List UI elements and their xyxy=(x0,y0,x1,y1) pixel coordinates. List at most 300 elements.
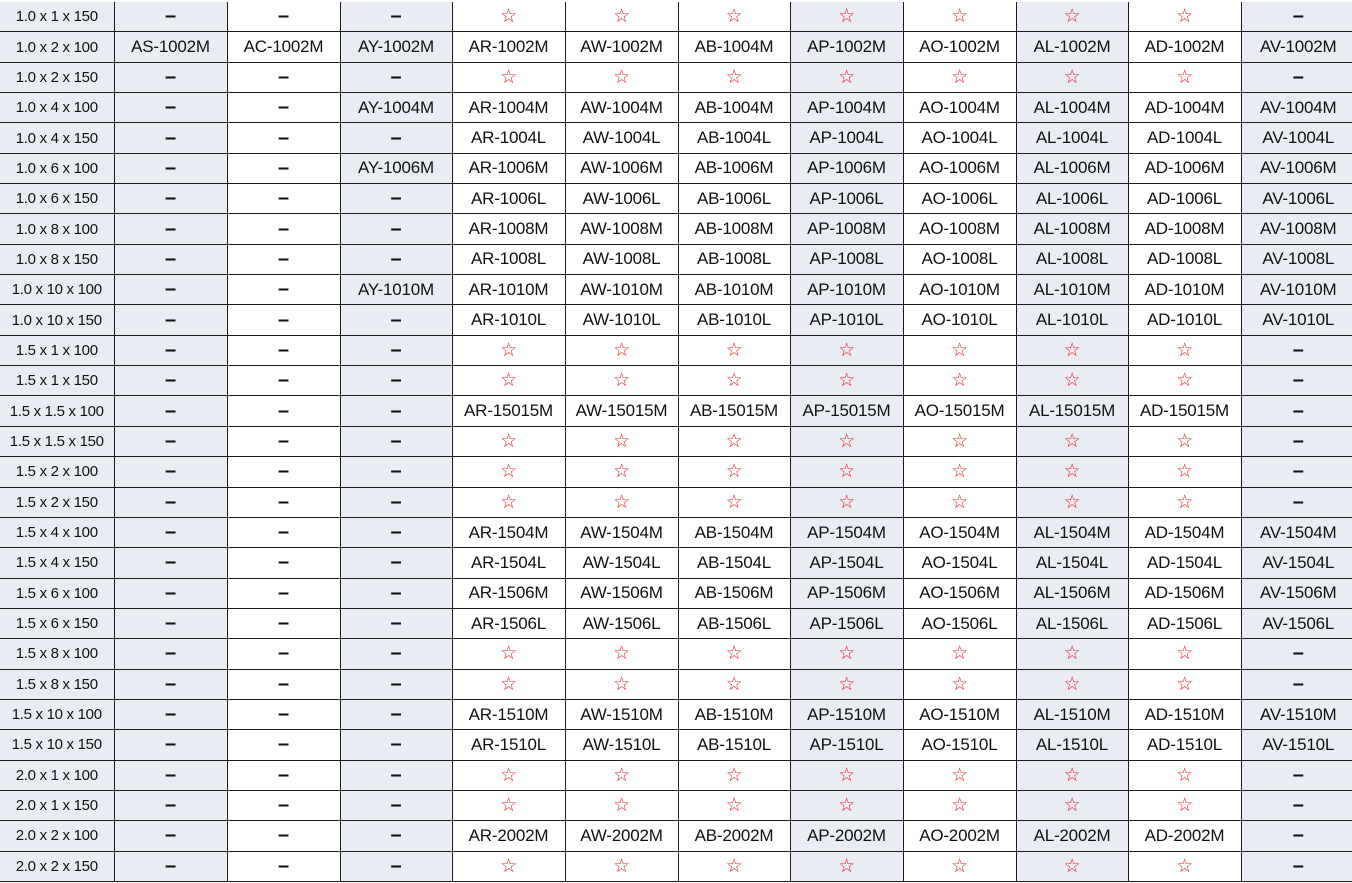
dash-cell: – xyxy=(114,396,227,426)
code-cell: AB-1504L xyxy=(678,548,790,578)
dash-cell: – xyxy=(227,366,340,396)
code-cell: AB-1504M xyxy=(678,517,790,547)
size-cell: 1.5 x 10 x 100 xyxy=(0,699,114,729)
dash-cell: – xyxy=(227,2,340,32)
table-row xyxy=(0,426,1352,456)
code-cell: AB-1506M xyxy=(678,578,790,608)
code-cell: AD-1510M xyxy=(1128,699,1241,729)
dash-cell: – xyxy=(114,457,227,487)
star-icon: ☆ xyxy=(678,669,790,699)
star-icon: ☆ xyxy=(1016,62,1128,92)
dash-cell: – xyxy=(1241,335,1352,365)
dash-cell: – xyxy=(227,335,340,365)
code-cell: AV-1008M xyxy=(1241,214,1352,244)
dash-cell: – xyxy=(114,669,227,699)
dash-cell: – xyxy=(340,487,452,517)
code-cell: AR-1010L xyxy=(452,305,565,335)
code-cell: AL-2002M xyxy=(1016,821,1128,851)
dash-cell: – xyxy=(114,487,227,517)
size-cell: 1.0 x 6 x 100 xyxy=(0,153,114,183)
star-icon: ☆ xyxy=(565,366,678,396)
dash-cell: – xyxy=(114,93,227,123)
code-cell: AO-1010M xyxy=(903,275,1016,305)
code-cell: AR-1506L xyxy=(452,608,565,638)
code-cell: AW-1510M xyxy=(565,699,678,729)
code-cell: AO-1004L xyxy=(903,123,1016,153)
star-icon: ☆ xyxy=(1016,760,1128,790)
dash-cell: – xyxy=(227,214,340,244)
dash-cell: – xyxy=(340,62,452,92)
dash-cell: – xyxy=(227,517,340,547)
table-row xyxy=(0,335,1352,365)
star-icon: ☆ xyxy=(790,457,903,487)
code-cell: AP-1506M xyxy=(790,578,903,608)
code-cell: AL-1504M xyxy=(1016,517,1128,547)
star-icon: ☆ xyxy=(1128,366,1241,396)
size-cell: 1.0 x 4 x 100 xyxy=(0,93,114,123)
table-row xyxy=(0,821,1352,851)
star-icon: ☆ xyxy=(565,760,678,790)
code-cell: AO-1008L xyxy=(903,244,1016,274)
dash-cell: – xyxy=(340,123,452,153)
dash-cell: – xyxy=(227,123,340,153)
table-row xyxy=(0,487,1352,517)
size-cell: 1.5 x 1 x 150 xyxy=(0,366,114,396)
star-icon: ☆ xyxy=(452,790,565,820)
code-cell: AL-1510M xyxy=(1016,699,1128,729)
star-icon: ☆ xyxy=(1128,426,1241,456)
code-cell: AO-1504L xyxy=(903,548,1016,578)
dash-cell: – xyxy=(114,699,227,729)
dash-cell: – xyxy=(340,366,452,396)
dash-cell: – xyxy=(227,578,340,608)
star-icon: ☆ xyxy=(678,851,790,881)
code-cell: AO-1510M xyxy=(903,699,1016,729)
dash-cell: – xyxy=(340,548,452,578)
code-cell: AB-1004M xyxy=(678,93,790,123)
dash-cell: – xyxy=(1241,396,1352,426)
code-cell: AR-2002M xyxy=(452,821,565,851)
code-cell: AL-1008L xyxy=(1016,244,1128,274)
code-cell: AW-1504L xyxy=(565,548,678,578)
code-cell: AL-1006L xyxy=(1016,184,1128,214)
dash-cell: – xyxy=(114,851,227,881)
star-icon: ☆ xyxy=(1128,639,1241,669)
size-cell: 2.0 x 1 x 150 xyxy=(0,790,114,820)
dash-cell: – xyxy=(340,851,452,881)
code-cell: AR-1004L xyxy=(452,123,565,153)
dash-cell: – xyxy=(340,669,452,699)
star-icon: ☆ xyxy=(678,790,790,820)
star-icon: ☆ xyxy=(1016,669,1128,699)
star-icon: ☆ xyxy=(452,2,565,32)
code-cell: AW-1510L xyxy=(565,730,678,760)
size-cell: 1.0 x 8 x 150 xyxy=(0,244,114,274)
code-cell: AO-1008M xyxy=(903,214,1016,244)
dash-cell: – xyxy=(1241,639,1352,669)
code-cell: AD-1004L xyxy=(1128,123,1241,153)
star-icon: ☆ xyxy=(678,487,790,517)
code-cell: AL-1004L xyxy=(1016,123,1128,153)
code-cell: AL-1002M xyxy=(1016,32,1128,62)
table-row xyxy=(0,93,1352,123)
dash-cell: – xyxy=(227,608,340,638)
code-cell: AL-1006M xyxy=(1016,153,1128,183)
code-cell: AL-15015M xyxy=(1016,396,1128,426)
star-icon: ☆ xyxy=(1016,851,1128,881)
star-icon: ☆ xyxy=(903,639,1016,669)
dash-cell: – xyxy=(340,821,452,851)
dash-cell: – xyxy=(227,305,340,335)
dash-cell: – xyxy=(227,730,340,760)
code-cell: AY-1002M xyxy=(340,32,452,62)
code-cell: AW-1008M xyxy=(565,214,678,244)
star-icon: ☆ xyxy=(1128,62,1241,92)
code-cell: AR-1510M xyxy=(452,699,565,729)
star-icon: ☆ xyxy=(903,669,1016,699)
table-row xyxy=(0,639,1352,669)
table-row xyxy=(0,32,1352,62)
code-cell: AV-1504M xyxy=(1241,517,1352,547)
code-cell: AO-1010L xyxy=(903,305,1016,335)
table-row xyxy=(0,578,1352,608)
table-row xyxy=(0,760,1352,790)
code-cell: AD-1504M xyxy=(1128,517,1241,547)
size-cell: 1.0 x 6 x 150 xyxy=(0,184,114,214)
dash-cell: – xyxy=(227,487,340,517)
star-icon: ☆ xyxy=(452,669,565,699)
code-cell: AW-1002M xyxy=(565,32,678,62)
dash-cell: – xyxy=(340,699,452,729)
product-code-table xyxy=(0,2,1352,882)
table-row xyxy=(0,244,1352,274)
star-icon: ☆ xyxy=(903,487,1016,517)
star-icon: ☆ xyxy=(565,639,678,669)
star-icon: ☆ xyxy=(452,487,565,517)
code-cell: AO-1002M xyxy=(903,32,1016,62)
size-cell: 1.5 x 2 x 150 xyxy=(0,487,114,517)
size-cell: 2.0 x 2 x 150 xyxy=(0,851,114,881)
code-cell: AD-1506M xyxy=(1128,578,1241,608)
star-icon: ☆ xyxy=(1128,760,1241,790)
star-icon: ☆ xyxy=(1128,2,1241,32)
dash-cell: – xyxy=(114,305,227,335)
dash-cell: – xyxy=(114,2,227,32)
dash-cell: – xyxy=(340,517,452,547)
code-cell: AB-1004M xyxy=(678,32,790,62)
size-cell: 1.5 x 8 x 100 xyxy=(0,639,114,669)
code-cell: AO-1506L xyxy=(903,608,1016,638)
code-cell: AV-1006M xyxy=(1241,153,1352,183)
star-icon: ☆ xyxy=(1128,457,1241,487)
table-row xyxy=(0,214,1352,244)
star-icon: ☆ xyxy=(790,669,903,699)
star-icon: ☆ xyxy=(903,760,1016,790)
table-row xyxy=(0,184,1352,214)
dash-cell: – xyxy=(227,851,340,881)
star-icon: ☆ xyxy=(565,335,678,365)
dash-cell: – xyxy=(114,760,227,790)
code-cell: AD-1010L xyxy=(1128,305,1241,335)
dash-cell: – xyxy=(227,396,340,426)
code-cell: AL-1506M xyxy=(1016,578,1128,608)
star-icon: ☆ xyxy=(565,851,678,881)
star-icon: ☆ xyxy=(678,426,790,456)
size-cell: 2.0 x 2 x 100 xyxy=(0,821,114,851)
code-cell: AW-1008L xyxy=(565,244,678,274)
star-icon: ☆ xyxy=(790,335,903,365)
dash-cell: – xyxy=(340,730,452,760)
dash-cell: – xyxy=(227,244,340,274)
star-icon: ☆ xyxy=(452,62,565,92)
size-cell: 1.0 x 10 x 100 xyxy=(0,275,114,305)
code-cell: AV-1010L xyxy=(1241,305,1352,335)
dash-cell: – xyxy=(340,305,452,335)
star-icon: ☆ xyxy=(903,62,1016,92)
dash-cell: – xyxy=(1241,62,1352,92)
code-cell: AR-1002M xyxy=(452,32,565,62)
code-cell: AP-1008L xyxy=(790,244,903,274)
dash-cell: – xyxy=(227,821,340,851)
code-cell: AB-15015M xyxy=(678,396,790,426)
table-row xyxy=(0,396,1352,426)
table-row xyxy=(0,548,1352,578)
code-cell: AR-1506M xyxy=(452,578,565,608)
dash-cell: – xyxy=(114,790,227,820)
code-cell: AO-1004M xyxy=(903,93,1016,123)
star-icon: ☆ xyxy=(1016,790,1128,820)
star-icon: ☆ xyxy=(903,790,1016,820)
star-icon: ☆ xyxy=(903,335,1016,365)
code-cell: AP-1510L xyxy=(790,730,903,760)
dash-cell: – xyxy=(114,517,227,547)
star-icon: ☆ xyxy=(452,335,565,365)
code-cell: AD-1506L xyxy=(1128,608,1241,638)
dash-cell: – xyxy=(340,608,452,638)
code-cell: AP-15015M xyxy=(790,396,903,426)
table-row xyxy=(0,457,1352,487)
code-cell: AP-1510M xyxy=(790,699,903,729)
dash-cell: – xyxy=(1241,487,1352,517)
code-cell: AP-1008M xyxy=(790,214,903,244)
star-icon: ☆ xyxy=(1016,335,1128,365)
code-cell: AB-1004L xyxy=(678,123,790,153)
table-row xyxy=(0,790,1352,820)
dash-cell: – xyxy=(114,730,227,760)
dash-cell: – xyxy=(114,153,227,183)
code-cell: AW-1504M xyxy=(565,517,678,547)
dash-cell: – xyxy=(340,457,452,487)
dash-cell: – xyxy=(227,275,340,305)
code-cell: AY-1004M xyxy=(340,93,452,123)
star-icon: ☆ xyxy=(678,457,790,487)
dash-cell: – xyxy=(114,578,227,608)
code-cell: AR-1004M xyxy=(452,93,565,123)
dash-cell: – xyxy=(114,608,227,638)
code-cell: AP-1506L xyxy=(790,608,903,638)
code-cell: AO-15015M xyxy=(903,396,1016,426)
code-cell: AR-1006M xyxy=(452,153,565,183)
code-cell: AD-1004M xyxy=(1128,93,1241,123)
dash-cell: – xyxy=(340,214,452,244)
dash-cell: – xyxy=(227,639,340,669)
code-cell: AP-2002M xyxy=(790,821,903,851)
size-cell: 1.5 x 2 x 100 xyxy=(0,457,114,487)
code-cell: AL-1506L xyxy=(1016,608,1128,638)
dash-cell: – xyxy=(227,548,340,578)
dash-cell: – xyxy=(227,62,340,92)
table-row xyxy=(0,153,1352,183)
code-cell: AW-1004M xyxy=(565,93,678,123)
dash-cell: – xyxy=(1241,457,1352,487)
code-cell: AO-1510L xyxy=(903,730,1016,760)
star-icon: ☆ xyxy=(1016,487,1128,517)
size-cell: 1.0 x 1 x 150 xyxy=(0,2,114,32)
star-icon: ☆ xyxy=(1016,639,1128,669)
table-row xyxy=(0,699,1352,729)
dash-cell: – xyxy=(227,790,340,820)
star-icon: ☆ xyxy=(452,426,565,456)
dash-cell: – xyxy=(227,669,340,699)
dash-cell: – xyxy=(1241,821,1352,851)
table-row xyxy=(0,517,1352,547)
star-icon: ☆ xyxy=(790,760,903,790)
code-cell: AD-1002M xyxy=(1128,32,1241,62)
code-cell: AW-1506L xyxy=(565,608,678,638)
code-cell: AD-15015M xyxy=(1128,396,1241,426)
size-cell: 1.5 x 4 x 150 xyxy=(0,548,114,578)
star-icon: ☆ xyxy=(452,760,565,790)
star-icon: ☆ xyxy=(565,669,678,699)
code-cell: AB-1506L xyxy=(678,608,790,638)
star-icon: ☆ xyxy=(1128,335,1241,365)
star-icon: ☆ xyxy=(452,639,565,669)
code-cell: AR-1008L xyxy=(452,244,565,274)
code-cell: AR-15015M xyxy=(452,396,565,426)
dash-cell: – xyxy=(114,244,227,274)
star-icon: ☆ xyxy=(790,790,903,820)
dash-cell: – xyxy=(227,184,340,214)
dash-cell: – xyxy=(1241,669,1352,699)
code-cell: AV-1002M xyxy=(1241,32,1352,62)
dash-cell: – xyxy=(340,790,452,820)
star-icon: ☆ xyxy=(678,2,790,32)
size-cell: 1.5 x 1.5 x 150 xyxy=(0,426,114,456)
code-cell: AB-1006M xyxy=(678,153,790,183)
dash-cell: – xyxy=(114,821,227,851)
code-cell: AW-1506M xyxy=(565,578,678,608)
dash-cell: – xyxy=(227,699,340,729)
table-body xyxy=(0,2,1352,881)
code-cell: AV-1504L xyxy=(1241,548,1352,578)
dash-cell: – xyxy=(340,244,452,274)
code-cell: AW-1006L xyxy=(565,184,678,214)
code-cell: AB-2002M xyxy=(678,821,790,851)
code-cell: AB-1006L xyxy=(678,184,790,214)
dash-cell: – xyxy=(340,426,452,456)
dash-cell: – xyxy=(114,639,227,669)
code-cell: AV-1004M xyxy=(1241,93,1352,123)
code-cell: AR-1504M xyxy=(452,517,565,547)
code-cell: AB-1510M xyxy=(678,699,790,729)
dash-cell: – xyxy=(227,760,340,790)
star-icon: ☆ xyxy=(903,2,1016,32)
dash-cell: – xyxy=(114,214,227,244)
dash-cell: – xyxy=(340,335,452,365)
size-cell: 1.0 x 2 x 100 xyxy=(0,32,114,62)
code-cell: AV-1010M xyxy=(1241,275,1352,305)
star-icon: ☆ xyxy=(790,426,903,456)
star-icon: ☆ xyxy=(903,851,1016,881)
code-cell: AW-1006M xyxy=(565,153,678,183)
code-cell: AO-2002M xyxy=(903,821,1016,851)
size-cell: 1.0 x 10 x 150 xyxy=(0,305,114,335)
table-row xyxy=(0,851,1352,881)
code-cell: AP-1504M xyxy=(790,517,903,547)
star-icon: ☆ xyxy=(678,760,790,790)
dash-cell: – xyxy=(114,275,227,305)
dash-cell: – xyxy=(114,426,227,456)
size-cell: 1.0 x 8 x 100 xyxy=(0,214,114,244)
code-cell: AL-1008M xyxy=(1016,214,1128,244)
code-cell: AO-1006L xyxy=(903,184,1016,214)
size-cell: 1.5 x 6 x 150 xyxy=(0,608,114,638)
size-cell: 1.0 x 2 x 150 xyxy=(0,62,114,92)
code-cell: AB-1510L xyxy=(678,730,790,760)
code-cell: AC-1002M xyxy=(227,32,340,62)
code-cell: AB-1008M xyxy=(678,214,790,244)
code-cell: AL-1010L xyxy=(1016,305,1128,335)
code-cell: AW-2002M xyxy=(565,821,678,851)
code-cell: AV-1506M xyxy=(1241,578,1352,608)
code-cell: AD-1008M xyxy=(1128,214,1241,244)
dash-cell: – xyxy=(227,426,340,456)
code-cell: AP-1010M xyxy=(790,275,903,305)
star-icon: ☆ xyxy=(1128,669,1241,699)
code-cell: AP-1010L xyxy=(790,305,903,335)
code-cell: AP-1006M xyxy=(790,153,903,183)
star-icon: ☆ xyxy=(1128,851,1241,881)
size-cell: 2.0 x 1 x 100 xyxy=(0,760,114,790)
code-cell: AV-1004L xyxy=(1241,123,1352,153)
code-cell: AL-1510L xyxy=(1016,730,1128,760)
code-cell: AW-1010L xyxy=(565,305,678,335)
star-icon: ☆ xyxy=(678,639,790,669)
dash-cell: – xyxy=(340,639,452,669)
code-cell: AL-1504L xyxy=(1016,548,1128,578)
dash-cell: – xyxy=(1241,426,1352,456)
star-icon: ☆ xyxy=(565,62,678,92)
code-cell: AD-1504L xyxy=(1128,548,1241,578)
table-row xyxy=(0,366,1352,396)
star-icon: ☆ xyxy=(678,366,790,396)
code-cell: AW-1010M xyxy=(565,275,678,305)
star-icon: ☆ xyxy=(565,426,678,456)
star-icon: ☆ xyxy=(565,2,678,32)
star-icon: ☆ xyxy=(565,790,678,820)
dash-cell: – xyxy=(114,123,227,153)
code-cell: AL-1004M xyxy=(1016,93,1128,123)
star-icon: ☆ xyxy=(678,62,790,92)
dash-cell: – xyxy=(1241,2,1352,32)
code-cell: AD-2002M xyxy=(1128,821,1241,851)
code-cell: AP-1006L xyxy=(790,184,903,214)
dash-cell: – xyxy=(1241,851,1352,881)
code-cell: AY-1006M xyxy=(340,153,452,183)
star-icon: ☆ xyxy=(565,487,678,517)
star-icon: ☆ xyxy=(452,457,565,487)
code-cell: AY-1010M xyxy=(340,275,452,305)
